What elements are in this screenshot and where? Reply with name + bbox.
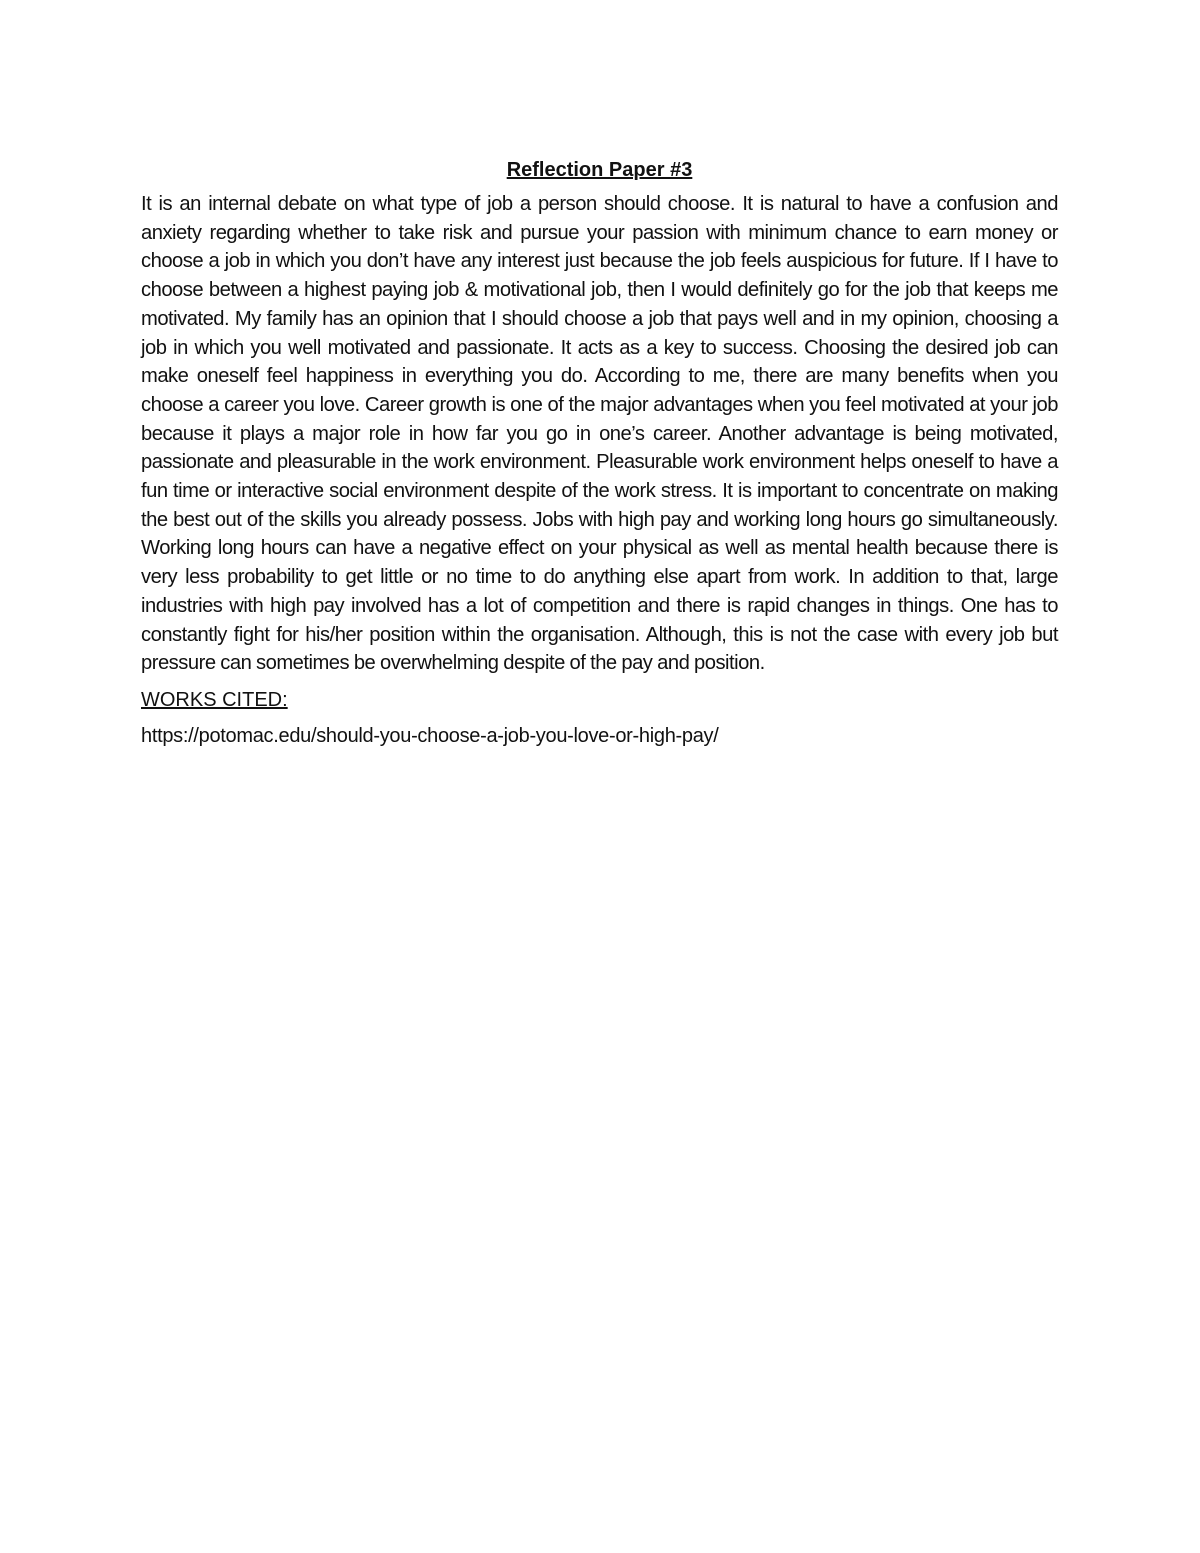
citation-url: https://potomac.edu/should-you-choose-a-job-you-love-or-high-pay/ xyxy=(141,724,719,747)
document-content xyxy=(141,156,1058,750)
body-paragraph: It is an internal debate on what type of job a person should choose. It is natural to have a confusion and anxiety regarding whether to take risk and pursue your passion with minimum chance to earn money or choose a job in which you don’t have any interest just because the job feels auspicious for future. If I have to choose between a highest paying job & motivational job, then I would definitely go for the job that keeps me motivated. My family has an opinion that I should choose a job that pays well and in my opinion, choosing a job in which you well motivated and passionate. It acts as a key to success. Choosing the desired job can make oneself feel happiness in everything you do. According to me, there are many benefits when you choose a career you love. Career growth is one of the major advantages when you feel motivated at your job because it plays a major role in how far you go in one’s career. Another advantage is being motivated, passionate and pleasurable in the work environment. Pleasurable work environment helps oneself to have a fun time or interactive social environment despite of the work stress. It is important to concentrate on making the best out of the skills you already possess. Jobs with high pay and working long hours go simultaneously. Working long hours can have a negative effect on your physical as well as mental health because there is very less probability to get little or no time to do anything else apart from work. In addition to that, large industries with high pay involved has a lot of competition and there is rapid changes in things. One has to constantly fight for his/her position within the organisation. Although, this is not the case with every job but pressure can sometimes be overwhelming despite of the pay and position. xyxy=(141,193,1058,675)
document-title: Reflection Paper #3 xyxy=(506,159,693,181)
works-cited-heading: WORKS CITED: xyxy=(141,688,288,711)
